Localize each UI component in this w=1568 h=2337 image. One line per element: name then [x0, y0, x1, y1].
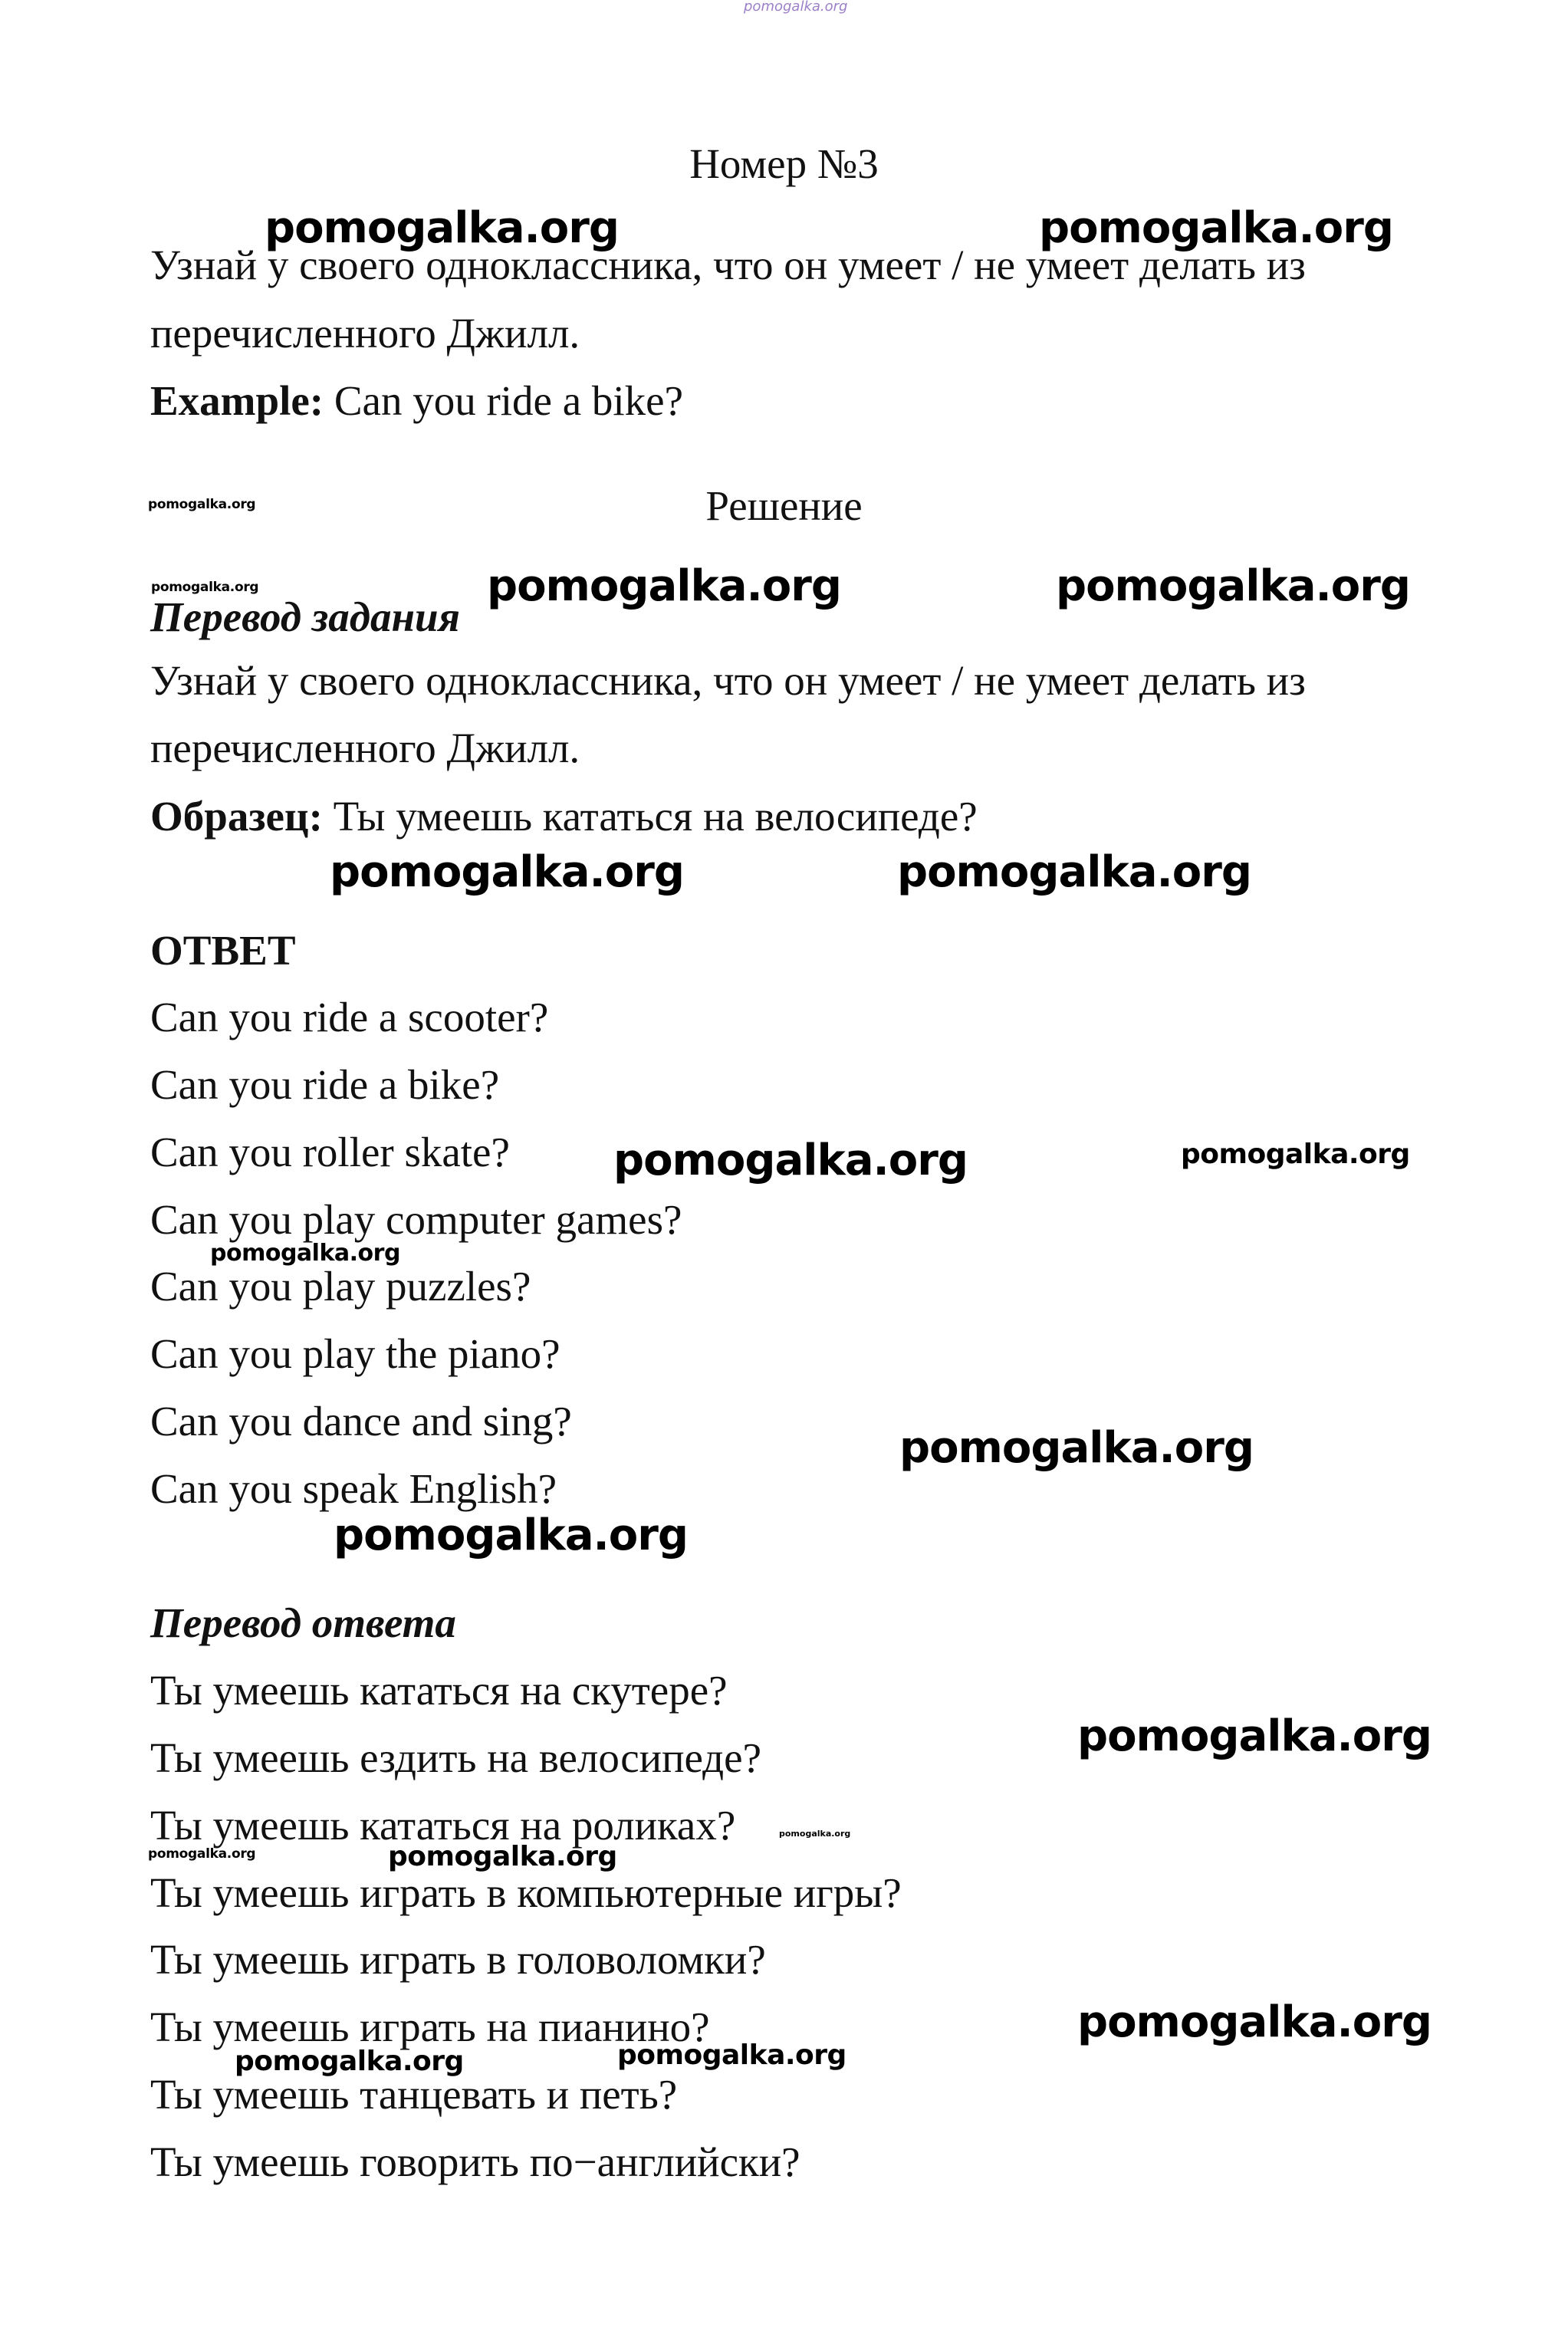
translation-sample [150, 792, 978, 841]
answer-translation-item: Ты умеешь играть на пианино? [150, 2003, 710, 2050]
answer-item: Can you speak English? [150, 1465, 557, 1512]
watermark-text: pomogalka.org [235, 2046, 464, 2077]
watermark-text: pomogalka.org [388, 1841, 617, 1872]
answer-translation-item: Ты умеешь говорить по−английски? [150, 2138, 800, 2185]
watermark-text: pomogalka.org [1077, 1997, 1432, 2047]
watermark-text: pomogalka.org [617, 2040, 846, 2071]
answer-heading: ОТВЕТ [150, 927, 296, 974]
answer-translation-item: Ты умеешь кататься на роликах? [150, 1802, 736, 1849]
watermark-text: pomogalka.org [1039, 203, 1393, 253]
sample-label: Образец: [150, 793, 323, 840]
watermark-text: pomogalka.org [148, 1846, 256, 1862]
task-line-2: перечисленного Джилл. [150, 310, 580, 357]
answer-item: Can you ride a scooter? [150, 994, 549, 1040]
answer-item: Can you roller skate? [150, 1129, 510, 1175]
watermark-text: pomogalka.org [1077, 1711, 1432, 1761]
translation-heading: Перевод задания [150, 593, 460, 640]
answer-translation-heading: Перевод ответа [150, 1599, 456, 1646]
answer-translation-item: Ты умеешь кататься на скутере? [150, 1667, 728, 1714]
answer-translation-item: Ты умеешь танцевать и петь? [150, 2071, 678, 2118]
example-label: Example: [150, 377, 324, 424]
translation-line-1: Узнай у своего одноклассника, что он умеет / не умеет делать из [150, 657, 1306, 704]
answer-item: Can you play the piano? [150, 1330, 560, 1377]
task-example [150, 376, 683, 426]
answer-item: Can you play computer games? [150, 1196, 682, 1243]
watermark-text: pomogalka.org [487, 561, 841, 611]
answer-translation-item: Ты умеешь ездить на велосипеде? [150, 1734, 761, 1781]
translation-line-2: перечисленного Джилл. [150, 725, 580, 771]
answer-translation-item: Ты умеешь играть в головоломки? [150, 1936, 766, 1983]
watermark-text: pomogalka.org [210, 1240, 400, 1267]
answer-item: Can you dance and sing? [150, 1398, 572, 1445]
answer-item: Can you ride a bike? [150, 1061, 500, 1108]
sample-text: Ты умеешь кататься на велосипеде? [322, 793, 978, 840]
task-line-1: Узнай у своего одноклассника, что он умеет / не умеет делать из [150, 242, 1306, 288]
page-title: Номер №3 [689, 140, 879, 187]
example-text: Can you ride a bike? [324, 377, 683, 424]
watermark-text: pomogalka.org [151, 580, 259, 595]
watermark-text: pomogalka.org [330, 847, 684, 897]
watermark-text: pomogalka.org [897, 847, 1251, 897]
solution-heading: Решение [705, 482, 863, 529]
watermark-text: pomogalka.org [779, 1829, 851, 1839]
watermark-text: pomogalka.org [613, 1136, 968, 1185]
watermark-text: pomogalka.org [148, 497, 256, 512]
watermark-text: pomogalka.org [744, 0, 848, 15]
watermark-text: pomogalka.org [334, 1510, 688, 1560]
watermark-text: pomogalka.org [1056, 561, 1410, 611]
watermark-text: pomogalka.org [265, 203, 619, 253]
answer-translation-item: Ты умеешь играть в компьютерные игры? [150, 1869, 902, 1916]
watermark-text: pomogalka.org [1181, 1139, 1410, 1170]
answer-item: Can you play puzzles? [150, 1263, 531, 1310]
watermark-text: pomogalka.org [899, 1423, 1254, 1473]
